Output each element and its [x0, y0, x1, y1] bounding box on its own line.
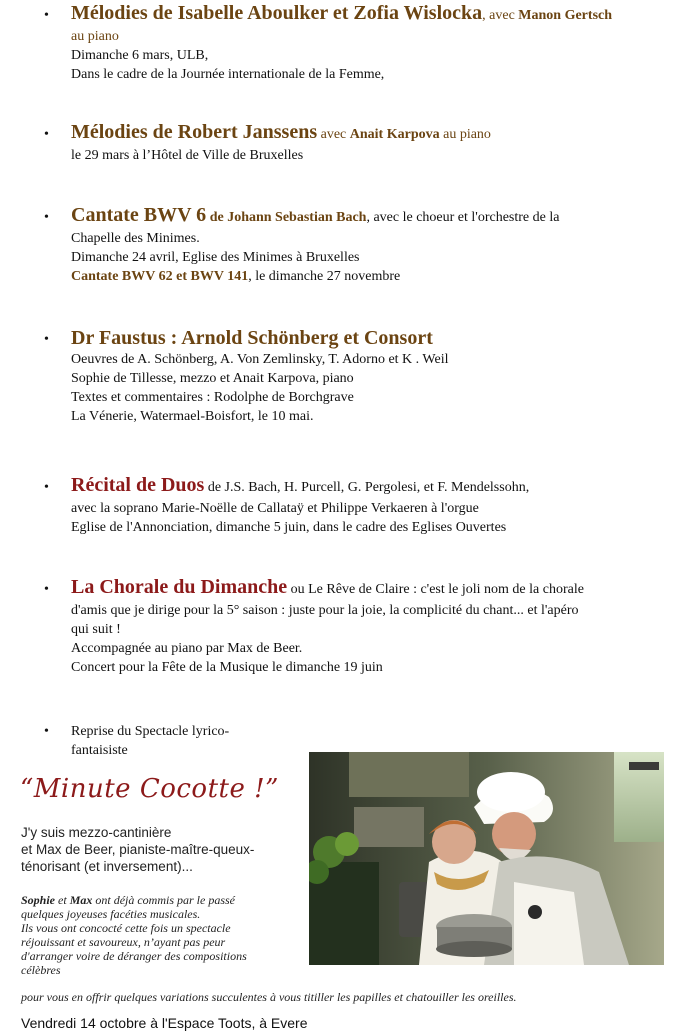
conjunction: et [55, 893, 70, 907]
event-title: La Chorale du Dimanche [71, 576, 288, 598]
event-detail: Dans le cadre de la Journée internationale de la Femme, [71, 67, 385, 82]
bullet: • [44, 582, 49, 597]
event-detail: qui suit ! [71, 622, 121, 637]
event-detail: Concert pour la Fête de la Musique le dimanche 19 juin [71, 660, 383, 675]
event-title: Récital de Duos [71, 474, 205, 496]
event-line2: au piano [71, 29, 119, 44]
event-title: Mélodies de Isabelle Aboulker et Zofia Wislocka [71, 2, 483, 24]
event-extra-title: Cantate BWV 62 et BWV 141 [71, 269, 249, 284]
event-detail: le 29 mars à l’Hôtel de Ville de Bruxelles [71, 148, 304, 163]
show-desc-line: J'y suis mezzo-cantinière [21, 825, 172, 840]
show-date: Vendredi 14 octobre à l'Espace Toots, à Evere [21, 1015, 308, 1031]
event-item [44, 2, 684, 84]
event-suffix: au piano [439, 127, 491, 142]
event-intro: de J.S. Bach, H. Purcell, G. Pergolesi, et F. Mendelssohn, [204, 480, 530, 495]
bullet: • [44, 480, 49, 495]
show-desc-line: ténorisant (et inversement)... [21, 859, 193, 874]
event-detail: Sophie de Tillesse, mezzo et Anait Karpova, piano [71, 371, 354, 386]
event-title: Dr Faustus : Arnold Schönberg et Consort [71, 327, 433, 349]
show-blurb [21, 893, 301, 977]
bullet: • [44, 210, 49, 225]
blurb-line: d'arranger voire de déranger des compositions [21, 949, 247, 963]
event-detail: avec la soprano Marie-Noëlle de Callataÿ et Philippe Verkaeren à l'orgue [71, 501, 479, 516]
event-performer: Manon Gertsch [518, 8, 613, 23]
event-title: Mélodies de Robert Janssens [71, 121, 318, 143]
show-title: “Minute Cocotte !” [20, 774, 279, 804]
show-description [21, 824, 301, 875]
event-item [44, 204, 684, 286]
event-detail: Eglise de l'Annonciation, dimanche 5 juin, dans le cadre des Eglises Ouvertes [71, 520, 507, 535]
name-max: Max [69, 893, 93, 907]
bullet: • [44, 127, 49, 142]
event-detail: d'amis que je dirige pour la 5° saison : juste pour la joie, la complicité du chant... et l'apéro [71, 603, 579, 618]
blurb-text: ont déjà commis par le passé [92, 893, 236, 907]
event-extra-text: , le dimanche 27 novembre [248, 269, 401, 284]
event-detail: Textes et commentaires : Rodolphe de Borchgrave [71, 390, 354, 405]
kitchen-photo [309, 752, 664, 965]
event-item [44, 121, 684, 165]
event-detail: Dimanche 6 mars, ULB, [71, 48, 209, 63]
event-intro: , avec le choeur et l'orchestre de la [366, 210, 560, 225]
bullet: • [44, 724, 49, 739]
event-item [44, 326, 684, 426]
event-detail: fantaisiste [71, 743, 128, 758]
event-intro: , avec [482, 8, 519, 23]
event-detail: Accompagnée au piano par Max de Beer. [71, 641, 303, 656]
event-title: Cantate BWV 6 [71, 204, 207, 226]
blurb-line: réjouissant et savoureux, n’ayant pas peur [21, 935, 226, 949]
bullet: • [44, 8, 49, 23]
blurb-long-line: pour vous en offrir quelques variations succulentes à vous titiller les papilles et chatouiller les oreilles. [21, 990, 517, 1004]
event-item [44, 576, 684, 677]
event-detail: Oeuvres de A. Schönberg, A. Von Zemlinsky, T. Adorno et K . Weil [71, 352, 449, 367]
event-intro: avec [317, 127, 350, 142]
name-sophie: Sophie [21, 893, 56, 907]
blurb-line: quelques joyeuses facéties musicales. [21, 907, 201, 921]
bullet: • [44, 332, 49, 347]
blurb-line: Ils vous ont concocté cette fois un spectacle [21, 921, 231, 935]
event-detail: Reprise du Spectacle lyrico- [71, 724, 230, 739]
show-desc-line: et Max de Beer, pianiste-maître-queux- [21, 842, 255, 857]
event-detail: Dimanche 24 avril, Eglise des Minimes à Bruxelles [71, 250, 360, 265]
event-detail: Chapelle des Minimes. [71, 231, 200, 246]
event-item [44, 474, 684, 537]
blurb-line: célèbres [21, 963, 61, 977]
event-subtitle: de Johann Sebastian Bach [206, 210, 367, 225]
kitchen-photo-illustration [309, 752, 664, 965]
event-intro: ou Le Rêve de Claire : c'est le joli nom de la chorale [287, 582, 584, 597]
event-detail: La Vénerie, Watermael-Boisfort, le 10 mai. [71, 409, 314, 424]
event-performer: Anait Karpova [349, 127, 440, 142]
